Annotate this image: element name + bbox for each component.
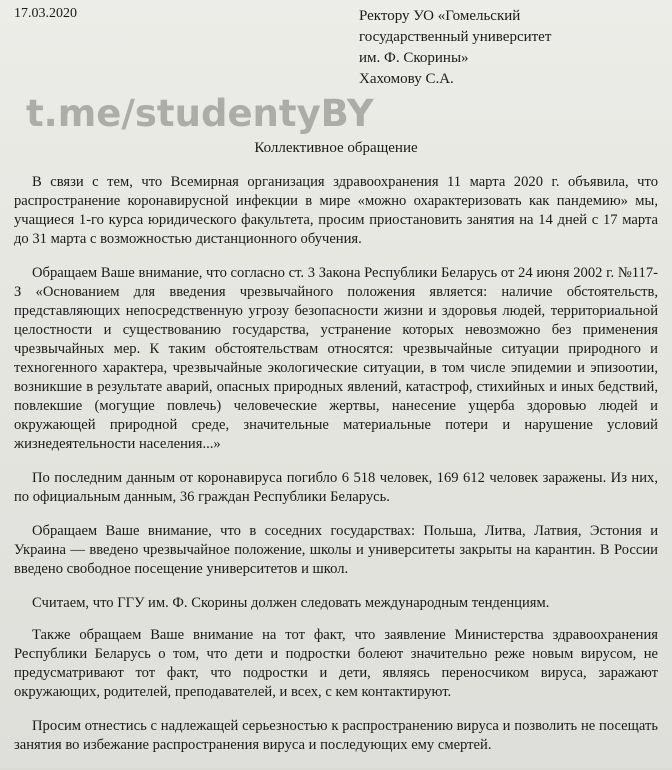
paragraph: Обращаем Ваше внимание, что в соседних государствах: Польша, Литва, Латвия, Эстония и Украина — введено чрезвычайное положение, школы и университеты закрыты на карантин. В России введено свободное посещение университетов и школ.: [14, 523, 658, 577]
watermark-text: t.me/studentyBY: [26, 92, 374, 135]
document-date: 17.03.2020: [14, 6, 77, 21]
addressee-block: [359, 6, 551, 90]
addressee-line: государственный университет: [359, 29, 552, 45]
document-title: Коллективное обращение: [254, 140, 418, 156]
paragraph: Обращаем Ваше внимание, что согласно ст. 3 Закона Республики Беларусь от 24 июня 2002 г. №117-З «Основанием для введения чрезвычайного положения является: наличие обстоятельств, представляющих непосредственную угрозу безопасности жизни и здоровья людей, территориальной целостности и существованию государства, устранение которых невозможно без применения чрезвычайных мер. К таким обстоятельствам относятся: чрезвычайные ситуации природного и техногенного характера, чрезвычайные экологические ситуации, в том числе эпидемии и эпизоотии, возникшие в результате аварий, опасных природных явлений, катастроф, стихийных и иных бедствий, повлекшие (могущие повлечь) человеческие жертвы, нанесение ущерба здоровью людей и окружающей природной среде, значительные материальные потери и нарушение условий жизнедеятельности населения...»: [14, 265, 658, 452]
addressee-line: Ректору УО «Гомельский: [359, 8, 521, 24]
document-body: [14, 173, 658, 770]
addressee-line: Хахомову С.А.: [359, 71, 454, 87]
paragraph: Просим отнестись с надлежащей серьезностью к распространению вируса и позволить не посещать занятия во избежание распространения вируса и последующих ему смертей.: [14, 718, 658, 753]
paragraph: В связи с тем, что Всемирная организация здравоохранения 11 марта 2020 г. объявила, что распространение коронавирусной инфекции в мире «можно охарактеризовать как пандемию» мы, учащиеся 1-го курса юридического факультета, просим приостановить занятия на 14 дней с 17 марта до 31 марта с возможностью дистанционного обучения.: [14, 174, 658, 247]
paragraph: По последним данным от коронавируса погибло 6 518 человек, 169 612 человек заражены. Из них, по официальным данным, 36 граждан Республики Беларусь.: [14, 470, 658, 505]
addressee-line: им. Ф. Скорины»: [359, 50, 469, 66]
paragraph: Также обращаем Ваше внимание на тот факт, что заявление Министерства здравоохранения Республики Беларусь о том, что дети и подростки болеют значительно реже новым вирусом, не предусматривают тот факт, что подростки и дети, являясь переносчиком вируса, заражают окружающих, родителей, преподавателей, и всех, с кем контактируют.: [14, 627, 658, 700]
paragraph: Считаем, что ГГУ им. Ф. Скорины должен следовать международным тенденциям.: [32, 595, 550, 611]
